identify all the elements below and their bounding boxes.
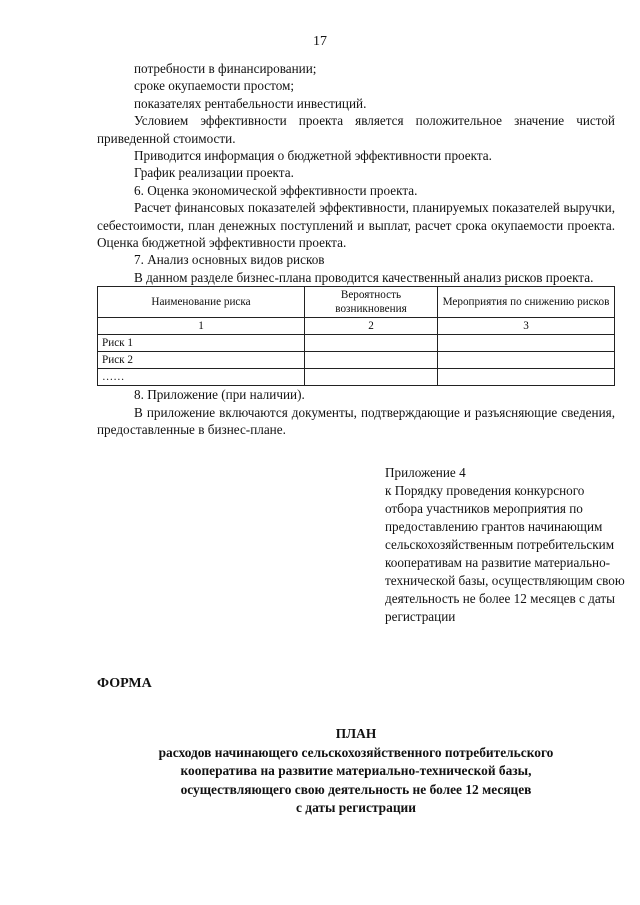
table-row: [98, 335, 615, 352]
annex-text: к Порядку проведения конкурсного отбора участников мероприятия по предоставлению грантов начинающим сельскохозяйственным потребительским кооперативам на развитие материально-технической базы, осуществляющим свою деятельность не более 12 месяцев с даты регистрации: [385, 483, 625, 624]
plan-heading: [97, 725, 615, 818]
page-number: 17: [313, 34, 327, 49]
empty-cell: [305, 369, 438, 386]
para-efficiency: Условием эффективности проекта является положительное значение чистой приведенной стоимости.: [97, 113, 615, 146]
col-number: 2: [305, 318, 438, 335]
bullet-profitability: показателях рентабельности инвестиций.: [134, 95, 367, 111]
col-number: 3: [438, 318, 615, 335]
col-number: 1: [98, 318, 305, 335]
table-row: [98, 369, 615, 386]
section8-text: В приложение включаются документы, подтверждающие и разъясняющие сведения, предоставленные в бизнес-плане.: [97, 404, 615, 438]
header-measures: Мероприятия по снижению рисков: [438, 287, 615, 318]
risk-table-header: [98, 287, 615, 318]
section7-title: 7. Анализ основных видов рисков: [134, 252, 325, 268]
risk-name-cell: Риск 1: [98, 335, 305, 352]
bullet-financing: потребности в финансировании;: [134, 61, 317, 76]
line-budget-info: Приводится информация о бюджетной эффективности проекта.: [134, 148, 492, 164]
section6-title: 6. Оценка экономической эффективности проекта.: [134, 182, 418, 198]
forma-label: ФОРМА: [97, 676, 152, 691]
empty-cell: [305, 335, 438, 352]
plan-line-4: с даты регистрации: [296, 800, 416, 815]
empty-cell: [438, 352, 615, 369]
document-body: [97, 60, 615, 439]
risk-name-cell: ……: [98, 369, 305, 386]
plan-title: ПЛАН: [335, 726, 377, 741]
line-schedule: График реализации проекта.: [134, 165, 294, 181]
section7-text: В данном разделе бизнес-плана проводится качественный анализ рисков проекта.: [134, 269, 594, 285]
empty-cell: [438, 335, 615, 352]
annex-block: [385, 464, 625, 626]
risk-name-cell: Риск 2: [98, 352, 305, 369]
plan-line-2: кооператива на развитие материально-технической базы,: [180, 763, 532, 778]
table-row: [98, 352, 615, 369]
empty-cell: [305, 352, 438, 369]
plan-line-1: расходов начинающего сельскохозяйственного потребительского: [158, 744, 554, 760]
risk-table: [97, 286, 615, 386]
empty-cell: [438, 369, 615, 386]
section8-title: 8. Приложение (при наличии).: [134, 387, 305, 403]
annex-title: Приложение 4: [385, 465, 466, 480]
bullet-payback: сроке окупаемости простом;: [134, 78, 295, 94]
header-risk-name: Наименование риска: [98, 287, 305, 318]
plan-line-3: осуществляющего свою деятельность не более 12 месяцев: [180, 781, 532, 797]
risk-table-numbers: [98, 318, 615, 335]
header-probability: Вероятность возникновения: [305, 287, 438, 318]
section6-text: Расчет финансовых показателей эффективности, планируемых показателей выручки, себестоимости, план денежных поступлений и выплат, расчет срока окупаемости проекта. Оценка бюджетной эффективности проекта.: [97, 200, 615, 251]
